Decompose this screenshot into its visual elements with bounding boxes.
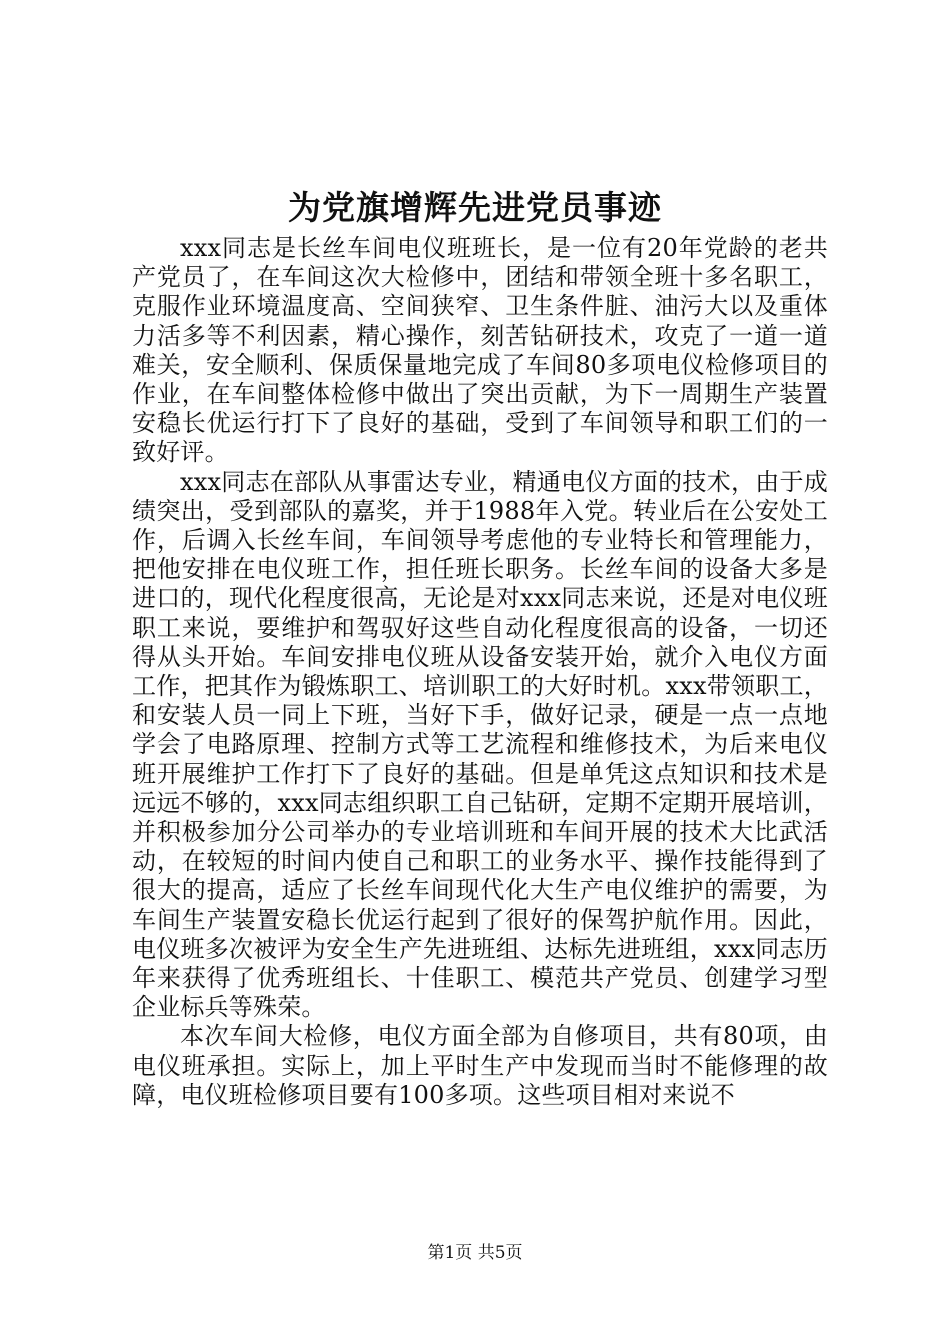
paragraph-3: 本次车间大检修，电仪方面全部为自修项目，共有80项，由电仪班承担。实际上，加上平时生产中发现而当时不能修理的故障，电仪班检修项目要有100多项。这些项目相对来说不 bbox=[132, 1022, 828, 1109]
document-title: 为党旗增辉先进党员事迹 bbox=[288, 188, 662, 227]
page-footer: 第1页 共5页 bbox=[427, 1243, 523, 1263]
paragraph-1: xxx同志是长丝车间电仪班班长，是一位有20年党龄的老共产党员了，在车间这次大检修中，团结和带领全班十多名职工，克服作业环境温度高、空间狭窄、卫生条件脏、油污大以及重体力活多等不利因素，精心操作，刻苦钻研技术，攻克了一道一道难关，安全顺利、保质保量地完成了车间80多项电仪检修项目的作业，在车间整体检修中做出了突出贡献，为下一周期生产装置安稳长优运行打下了良好的基础，受到了车间领导和职工们的一致好评。 bbox=[132, 234, 828, 467]
paragraph-2: xxx同志在部队从事雷达专业，精通电仪方面的技术，由于成绩突出，受到部队的嘉奖，并于1988年入党。转业后在公安处工作，后调入长丝车间，车间领导考虑他的专业特长和管理能力，把他安排在电仪班工作，担任班长职务。长丝车间的设备大多是进口的，现代化程度很高，无论是对xxx同志来说，还是对电仪班职工来说，要维护和驾驭好这些自动化程度很高的设备，一切还得从头开始。车间安排电仪班从设备安装开始，就介入电仪方面工作，把其作为锻炼职工、培训职工的大好时机。xxx带领职工，和安装人员一同上下班，当好下手，做好记录，硬是一点一点地学会了电路原理、控制方式等工艺流程和维修技术，为后来电仪班开展维护工作打下了良好的基础。但是单凭这点知识和技术是远远不够的，xxx同志组织职工自己钻研，定期不定期开展培训，并积极参加分公司举办的专业培训班和车间开展的技术大比武活动，在较短的时间内使自己和职工的业务水平、操作技能得到了很大的提高，适应了长丝车间现代化大生产电仪维护的需要，为车间生产装置安稳长优运行起到了很好的保驾护航作用。因此，电仪班多次被评为安全生产先进班组、达标先进班组，xxx同志历年来获得了优秀班组长、十佳职工、模范共产党员、创建学习型企业标兵等殊荣。 bbox=[132, 467, 828, 1022]
document-body bbox=[132, 234, 828, 1110]
